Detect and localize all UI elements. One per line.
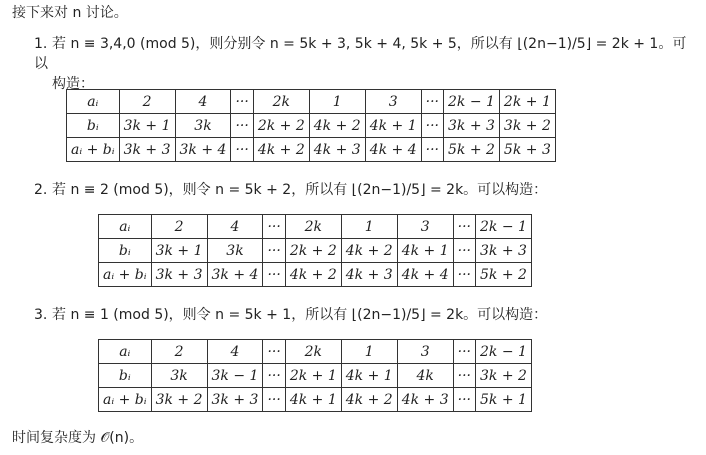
case-1-text-cont: 构造： <box>52 76 94 92</box>
table-cell: 4k + 2 <box>341 388 397 412</box>
case-1-table <box>66 89 556 162</box>
table-cell: 4k + 3 <box>397 388 453 412</box>
table-cell: 2k − 1 <box>443 90 499 114</box>
row-header-cell: aᵢ <box>99 215 152 239</box>
case-2 <box>34 180 694 200</box>
table-cell: 2 <box>119 90 175 114</box>
case-1-text: 若 n ≡ 3,4,0 (mod 5)，则分别令 n = 5k + 3, 5k + 4, 5k + 5，所以有 ⌊(2n−1)/5⌋ = 2k + 1。可以 <box>34 36 687 72</box>
table-cell: 3k + 2 <box>475 364 531 388</box>
table-cell: ··· <box>453 239 475 263</box>
table-cell: 1 <box>341 215 397 239</box>
table-cell: 2k + 1 <box>499 90 555 114</box>
table-cell: 3k + 4 <box>175 138 231 162</box>
table-row-row-b <box>67 114 556 138</box>
table-cell: 2k − 1 <box>475 215 531 239</box>
table-cell: 5k + 2 <box>475 263 531 287</box>
row-header-cell: bᵢ <box>99 239 152 263</box>
table-cell: 3k + 1 <box>151 239 207 263</box>
table-cell: 3k + 3 <box>443 114 499 138</box>
table-cell: 4k + 3 <box>341 263 397 287</box>
table-cell: 3 <box>397 215 453 239</box>
table-cell: ··· <box>421 138 443 162</box>
table-row-row-sum <box>67 138 556 162</box>
table-cell: ··· <box>453 340 475 364</box>
table-cell: 1 <box>309 90 365 114</box>
table-cell: 2k − 1 <box>475 340 531 364</box>
table-row-row-a <box>67 90 556 114</box>
case-2-text: 若 n ≡ 2 (mod 5)，则令 n = 5k + 2，所以有 ⌊(2n−1)/5⌋ = 2k。可以构造： <box>52 182 548 198</box>
table-cell: 4k + 1 <box>341 364 397 388</box>
row-header-cell: aᵢ <box>99 340 152 364</box>
intro-text: 接下来对 n 讨论。 <box>12 5 128 21</box>
table-cell: 3k − 1 <box>207 364 263 388</box>
table-row-row-sum <box>99 263 532 287</box>
table-cell: 4k <box>397 364 453 388</box>
row-header-cell: bᵢ <box>99 364 152 388</box>
table-cell: 4k + 2 <box>253 138 309 162</box>
table-cell: ··· <box>263 239 285 263</box>
table-cell: 4k + 2 <box>285 263 341 287</box>
table-cell: 4 <box>207 215 263 239</box>
table-cell: ··· <box>231 114 253 138</box>
table-cell: 3 <box>365 90 421 114</box>
table-cell: ··· <box>231 90 253 114</box>
table-cell: ··· <box>263 364 285 388</box>
table-cell: 4k + 1 <box>365 114 421 138</box>
table-cell: ··· <box>453 263 475 287</box>
case-2-number: 2. <box>34 182 48 198</box>
table-cell: 2 <box>151 215 207 239</box>
table-cell: 4 <box>207 340 263 364</box>
table-cell: 3 <box>397 340 453 364</box>
table-cell: ··· <box>263 215 285 239</box>
case-3 <box>34 305 694 325</box>
table-cell: 3k + 3 <box>119 138 175 162</box>
table-cell: 4 <box>175 90 231 114</box>
table-cell: 2 <box>151 340 207 364</box>
table-cell: 4k + 2 <box>341 239 397 263</box>
table-cell: ··· <box>421 90 443 114</box>
table-cell: ··· <box>453 215 475 239</box>
row-header-cell: bᵢ <box>67 114 120 138</box>
table-cell: 5k + 2 <box>443 138 499 162</box>
row-header-cell: aᵢ <box>67 90 120 114</box>
table-cell: 3k + 4 <box>207 263 263 287</box>
table-cell: 3k <box>151 364 207 388</box>
table-cell: 5k + 1 <box>475 388 531 412</box>
table-cell: ··· <box>421 114 443 138</box>
table-cell: 4k + 3 <box>309 138 365 162</box>
table-cell: 4k + 4 <box>365 138 421 162</box>
row-header-cell: aᵢ + bᵢ <box>67 138 120 162</box>
table-cell: 3k <box>175 114 231 138</box>
table-cell: 4k + 1 <box>397 239 453 263</box>
case-3-text: 若 n ≡ 1 (mod 5)，则令 n = 5k + 1，所以有 ⌊(2n−1)/5⌋ = 2k。可以构造： <box>52 307 548 323</box>
table-cell: 3k + 3 <box>207 388 263 412</box>
table-cell: ··· <box>263 263 285 287</box>
complexity-text: 时间复杂度为 𝒪(n)。 <box>12 430 144 446</box>
table-cell: 2k <box>253 90 309 114</box>
table-cell: 2k + 2 <box>285 239 341 263</box>
case-1 <box>34 34 694 94</box>
table-cell: 3k + 3 <box>151 263 207 287</box>
table-cell: 2k + 2 <box>253 114 309 138</box>
table-cell: 3k + 1 <box>119 114 175 138</box>
table-cell: 2k <box>285 215 341 239</box>
table-cell: 3k + 3 <box>475 239 531 263</box>
table-cell: 4k + 2 <box>309 114 365 138</box>
table-cell: ··· <box>231 138 253 162</box>
row-header-cell: aᵢ + bᵢ <box>99 388 152 412</box>
table-cell: 4k + 1 <box>285 388 341 412</box>
table-cell: 2k + 1 <box>285 364 341 388</box>
table-row-row-a <box>99 215 532 239</box>
case-3-number: 3. <box>34 307 48 323</box>
table-row-row-b <box>99 239 532 263</box>
row-header-cell: aᵢ + bᵢ <box>99 263 152 287</box>
table-cell: 3k + 2 <box>151 388 207 412</box>
table-cell: 2k <box>285 340 341 364</box>
table-cell: 3k <box>207 239 263 263</box>
table-cell: 4k + 4 <box>397 263 453 287</box>
table-row-row-sum <box>99 388 532 412</box>
table-cell: ··· <box>453 364 475 388</box>
table-cell: 3k + 2 <box>499 114 555 138</box>
table-row-row-b <box>99 364 532 388</box>
table-cell: ··· <box>263 340 285 364</box>
case-3-table <box>98 339 532 412</box>
table-cell: 1 <box>341 340 397 364</box>
table-cell: 5k + 3 <box>499 138 555 162</box>
table-cell: ··· <box>453 388 475 412</box>
table-row-row-a <box>99 340 532 364</box>
table-cell: ··· <box>263 388 285 412</box>
case-2-table <box>98 214 532 287</box>
case-1-number: 1. <box>34 36 48 52</box>
